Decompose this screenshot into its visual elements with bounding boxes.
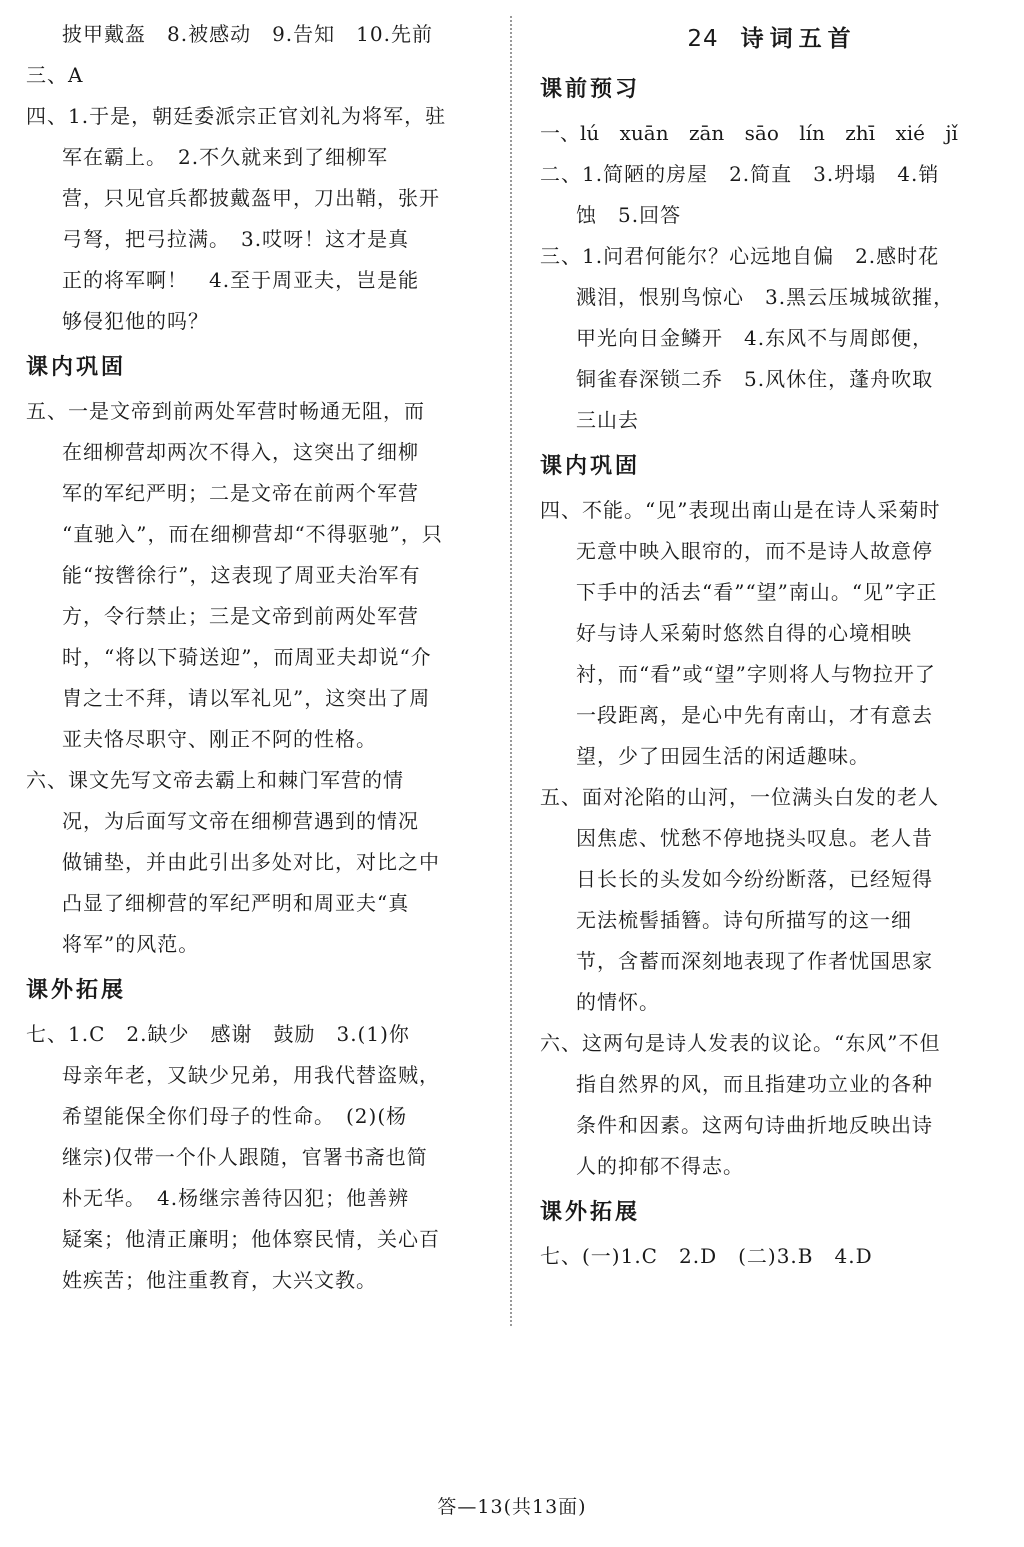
answer-line: 六、这两句是诗人发表的议论。“东风”不但	[540, 1031, 941, 1055]
answer-line: 况，为后面写文帝在细柳营遇到的情况	[62, 809, 419, 833]
answer-line: 时，“将以下骑送迎”，而周亚夫却说“介	[62, 645, 432, 669]
left-column	[26, 14, 490, 1301]
answer-line: 能“按辔徐行”，这表现了周亚夫治军有	[62, 563, 421, 587]
section-heading: 课前预习	[540, 77, 641, 102]
answer-line: 凸显了细柳营的军纪严明和周亚夫“真	[62, 891, 410, 915]
answer-line: 节，含蓄而深刻地表现了作者忧国思家	[576, 949, 933, 973]
answer-line: 好与诗人采菊时悠然自得的心境相映	[576, 621, 912, 645]
answer-line: 衬，而“看”或“望”字则将人与物拉开了	[576, 662, 936, 686]
answer-line: 营，只见官兵都披戴盔甲，刀出鞘，张开	[62, 186, 440, 210]
answer-line: 六、课文先写文帝去霸上和棘门军营的情	[26, 768, 404, 792]
answer-line: 三、A	[26, 63, 84, 87]
answer-line: 望，少了田园生活的闲适趣味。	[576, 744, 870, 768]
answer-line: 在细柳营却两次不得入，这突出了细柳	[62, 440, 419, 464]
answer-line: 三、1.问君何能尔？心远地自偏 2.感时花	[540, 244, 940, 268]
answer-line: 的情怀。	[576, 990, 660, 1014]
answer-line: 军在霸上。 2.不久就来到了细柳军	[62, 145, 389, 169]
lesson-title	[540, 14, 1004, 64]
answer-line: 无意中映入眼帘的，而不是诗人故意停	[576, 539, 933, 563]
answer-line: “直驰入”，而在细柳营却“不得驱驰”，只	[62, 522, 443, 546]
answer-line: 母亲年老，又缺少兄弟，用我代替盗贼，	[62, 1063, 440, 1087]
answer-line: 日长长的头发如今纷纷断落，已经短得	[576, 867, 933, 891]
answer-line: 一段距离，是心中先有南山，才有意去	[576, 703, 933, 727]
answer-line: 五、一是文帝到前两处军营时畅通无阻，而	[26, 399, 425, 423]
section-heading: 课内巩固	[540, 454, 641, 479]
answer-line: 蚀 5.回答	[576, 203, 682, 227]
answer-line: 弓弩，把弓拉满。 3.哎呀！这才是真	[62, 227, 410, 251]
answer-line: 姓疾苦；他注重教育，大兴文教。	[62, 1268, 377, 1292]
answer-line: 溅泪，恨别鸟惊心 3.黑云压城城欲摧，	[576, 285, 955, 309]
answer-line: 方，令行禁止；三是文帝到前两处军营	[62, 604, 419, 628]
answer-line: 二、1.简陋的房屋 2.简直 3.坍塌 4.销	[540, 162, 940, 186]
right-column-body	[540, 70, 1004, 1277]
lesson-title-text: 诗词五首	[740, 26, 857, 52]
answer-line: 够侵犯他的吗？	[62, 309, 209, 333]
section-heading: 课内巩固	[26, 355, 127, 380]
answer-line: 正的将军啊！ 4.至于周亚夫，岂是能	[62, 268, 420, 292]
answer-line: 疑案；他清正廉明；他体察民情，关心百	[62, 1227, 440, 1251]
answer-line: 七、(一)1.C 2.D (二)3.B 4.D	[540, 1244, 873, 1268]
answer-line: 七、1.C 2.缺少 感谢 鼓励 3.(1)你	[26, 1022, 410, 1046]
answer-line: 将军”的风范。	[62, 932, 200, 956]
answer-line: 下手中的活去“看”“望”南山。“见”字正	[576, 580, 938, 604]
answer-line: 亚夫恪尽职守、刚正不阿的性格。	[62, 727, 377, 751]
answer-line: 朴无华。 4.杨继宗善待囚犯；他善辨	[62, 1186, 410, 1210]
answer-line: 继宗)仅带一个仆人跟随，官署书斋也简	[62, 1145, 428, 1169]
answer-line: 条件和因素。这两句诗曲折地反映出诗	[576, 1113, 933, 1137]
answer-line: 希望能保全你们母子的性命。 (2)(杨	[62, 1104, 408, 1128]
answer-line: 三山去	[576, 408, 639, 432]
answer-line: 披甲戴盔 8.被感动 9.告知 10.先前	[62, 22, 433, 46]
answer-line: 指自然界的风，而且指建功立业的各种	[576, 1072, 933, 1096]
answer-line: 五、面对沦陷的山河，一位满头白发的老人	[540, 785, 939, 809]
pinyin-line: 一、lú xuān zān sāo lín zhī xié jǐ	[540, 121, 958, 145]
answer-line: 做铺垫，并由此引出多处对比，对比之中	[62, 850, 440, 874]
answer-line: 四、1.于是，朝廷委派宗正官刘礼为将军，驻	[26, 104, 447, 128]
answer-line: 因焦虑、忧愁不停地挠头叹息。老人昔	[576, 826, 933, 850]
section-heading: 课外拓展	[540, 1200, 641, 1225]
answer-line: 人的抑郁不得志。	[576, 1154, 744, 1178]
answer-line: 铜雀春深锁二乔 5.风休住，蓬舟吹取	[576, 367, 934, 391]
column-divider	[510, 16, 512, 1326]
answer-line: 四、不能。“见”表现出南山是在诗人采菊时	[540, 498, 941, 522]
answer-line: 军的军纪严明；二是文帝在前两个军营	[62, 481, 419, 505]
section-heading: 课外拓展	[26, 978, 127, 1003]
answer-line: 无法梳髻插簪。诗句所描写的这一细	[576, 908, 912, 932]
answer-line: 甲光向日金鳞开 4.东风不与周郎便，	[576, 326, 934, 350]
page-footer: 答—13(共13面)	[437, 1496, 587, 1518]
right-column	[540, 14, 1004, 1277]
answer-line: 胄之士不拜，请以军礼见”，这突出了周	[62, 686, 431, 710]
lesson-number: 24	[687, 26, 719, 52]
